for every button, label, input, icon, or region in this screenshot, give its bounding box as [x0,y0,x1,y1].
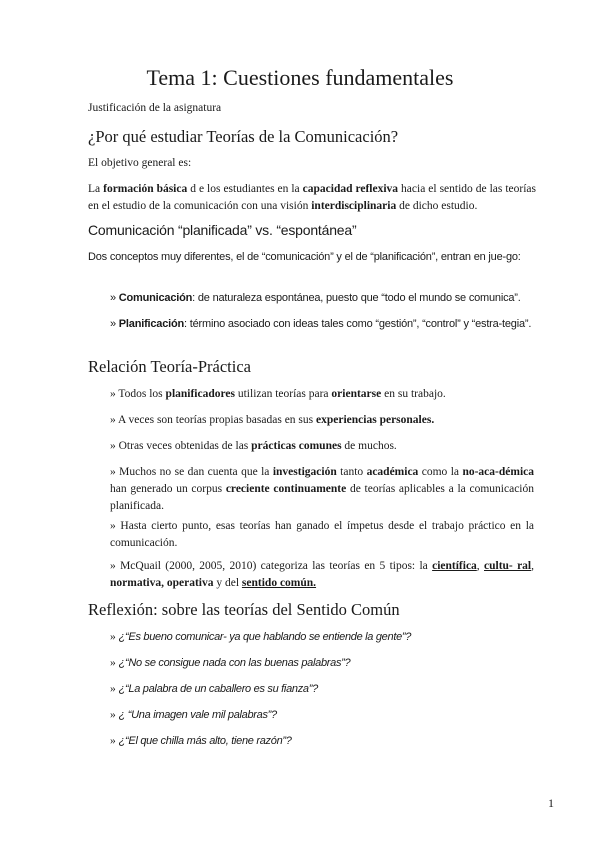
question-item: » ¿“El que chilla más alto, tiene razón”? [110,735,292,747]
section-heading-why: ¿Por qué estudiar Teorías de la Comunicación? [88,127,399,146]
section-heading-reflection: Reflexión: sobre las teorías del Sentido Común [88,600,400,619]
bullet-common-practices: » Otras veces obtenidas de las prácticas comunes de muchos. [110,440,397,452]
question-item: » ¿“Es bueno comunicar- ya que hablando se entiende la gente”? [110,631,412,643]
bullet-planners: » Todos los planificadores utilizan teorías para orientarse en su trabajo. [110,388,446,400]
question-item: » ¿“No se consigue nada con las buenas palabras”? [110,657,351,669]
bullet-research: » Muchos no se dan cuenta que la investigación tanto académica como la no-aca-démica han generado un corpus creciente continuamente de teorías aplicables a la comunicación planificada. [110,466,534,512]
section-heading-theory-practice: Relación Teoría-Práctica [88,357,252,376]
concepts-paragraph: Dos conceptos muy diferentes, el de “comunicación” y el de “planificación”, entran en jue-go: [88,251,521,263]
subtitle: Justificación de la asignatura [88,102,222,114]
objective-paragraph: La formación básica d e los estudiantes en la capacidad reflexiva hacia el sentido de las teorías en el estudio de la comunicación con una visión interdisciplinaria de dicho estudio. [88,183,537,212]
bullet-comunicacion: » Comunicación: de naturaleza espontánea, puesto que “todo el mundo se comunica”. [110,292,521,304]
section-heading-communication: Comunicación “planificada” vs. “espontánea” [88,222,357,238]
page-title: Tema 1: Cuestiones fundamentales [146,65,454,90]
bullet-mcquail: » McQuail (2000, 2005, 2010) categoriza las teorías en 5 tipos: la científica, cultu- ral, normativa, operativa y del sentido común. [110,560,535,589]
objective-intro: El objetivo general es: [88,157,192,169]
bullet-own-theories: » A veces son teorías propias basadas en sus experiencias personales. [110,414,435,426]
bullet-impetus: » Hasta cierto punto, esas teorías han ganado el ímpetus desde el trabajo práctico en la comunicación. [110,520,534,549]
page-number: 1 [548,796,554,810]
question-item: » ¿“La palabra de un caballero es su fianza”? [110,683,318,695]
question-item: » ¿ “Una imagen vale mil palabras”? [110,709,277,721]
bullet-planificacion: » Planificación: término asociado con ideas tales como “gestión”, “control” y “estra-tegia”. [110,318,532,330]
